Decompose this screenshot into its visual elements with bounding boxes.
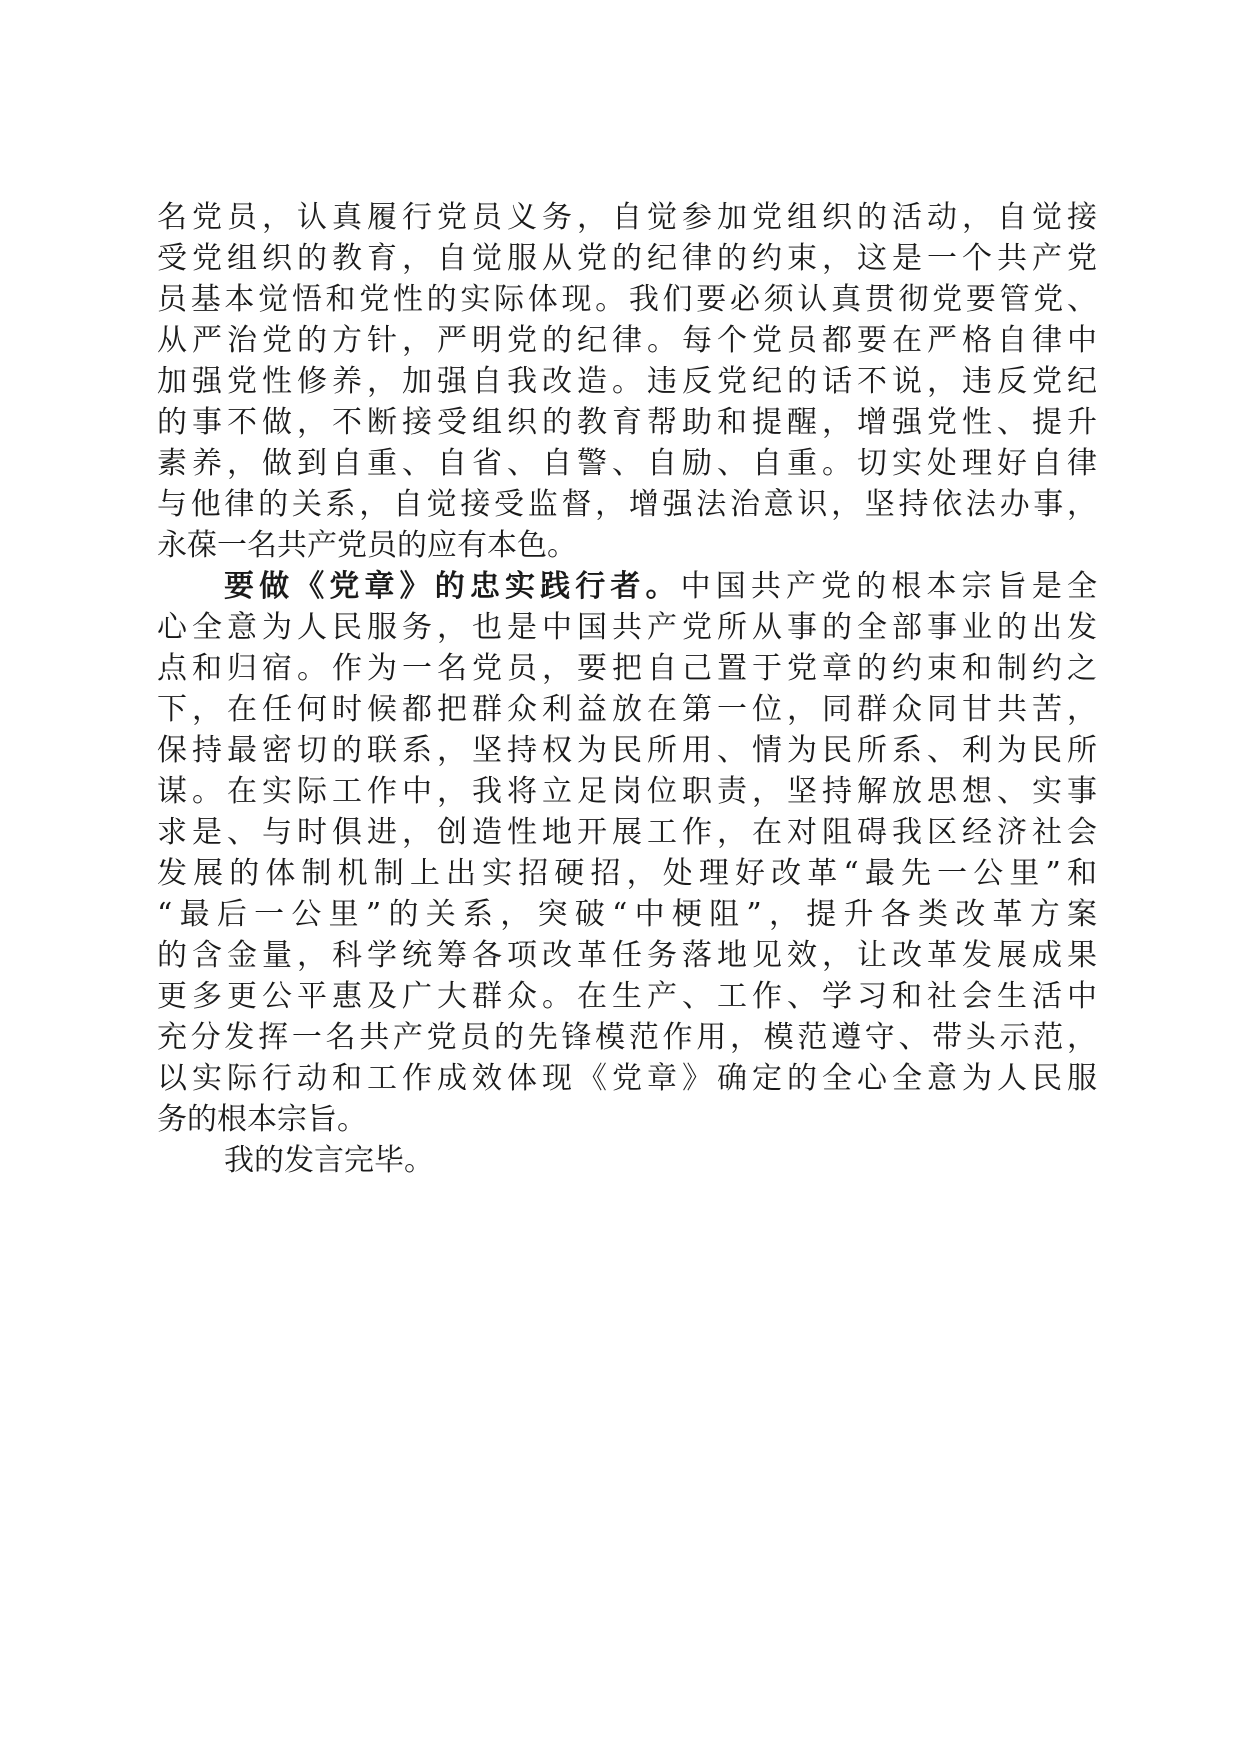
paragraph-first-line [157,566,1097,607]
text-line: “最后一公里”的关系，突破“中梗阻”，提升各类改革方案 [157,897,1097,932]
text-line: 素养，做到自重、自省、自警、自励、自重。切实处理好自律 [157,446,1097,481]
text-line: 心全意为人民服务，也是中国共产党所从事的全部事业的出发 [157,610,1097,645]
text-line: 发展的体制机制上出实招硬招，处理好改革“最先一公里”和 [157,856,1097,891]
text-line: 充分发挥一名共产党员的先锋模范作用，模范遵守、带头示范， [157,1020,1097,1055]
text-line: 名党员，认真履行党员义务，自觉参加党组织的活动，自觉接 [157,200,1097,235]
text-line: 加强党性修养，加强自我改造。违反党纪的话不说，违反党纪 [157,364,1097,399]
body-text [157,197,1097,1181]
text-line: 谋。在实际工作中，我将立足岗位职责，坚持解放思想、实事 [157,774,1097,809]
text-line: 永葆一名共产党员的应有本色。 [157,528,577,563]
closing-remark: 我的发言完毕。 [224,1143,434,1178]
text-line: 的含金量，科学统筹各项改革任务落地见效，让改革发展成果 [157,938,1097,973]
text-line: 的事不做，不断接受组织的教育帮助和提醒，增强党性、提升 [157,405,1097,440]
text-line: 点和归宿。作为一名党员，要把自己置于党章的约束和制约之 [157,651,1097,686]
text-line: 务的根本宗旨。 [157,1102,367,1137]
text-line: 受党组织的教育，自觉服从党的纪律的约束，这是一个共产党 [157,241,1097,276]
paragraph-party-constitution [157,566,1097,1140]
text-line: 求是、与时俱进，创造性地开展工作，在对阻碍我区经济社会 [157,815,1097,850]
text-line: 以实际行动和工作成效体现《党章》确定的全心全意为人民服 [157,1061,1097,1096]
text-span: 中国共产党的根本宗旨是全 [680,569,1097,604]
paragraph-lead-heading: 要做《党章》的忠实践行者。 [224,569,681,604]
text-line: 与他律的关系，自觉接受监督，增强法治意识，坚持依法办事， [157,487,1097,522]
text-line: 保持最密切的联系，坚持权为民所用、情为民所系、利为民所 [157,733,1097,768]
text-line: 下，在任何时候都把群众利益放在第一位，同群众同甘共苦， [157,692,1097,727]
paragraph-party-discipline [157,197,1097,566]
text-line: 员基本觉悟和党性的实际体现。我们要必须认真贯彻党要管党、 [157,282,1097,317]
text-line: 从严治党的方针，严明党的纪律。每个党员都要在严格自律中 [157,323,1097,358]
text-line: 更多更公平惠及广大群众。在生产、工作、学习和社会生活中 [157,979,1097,1014]
